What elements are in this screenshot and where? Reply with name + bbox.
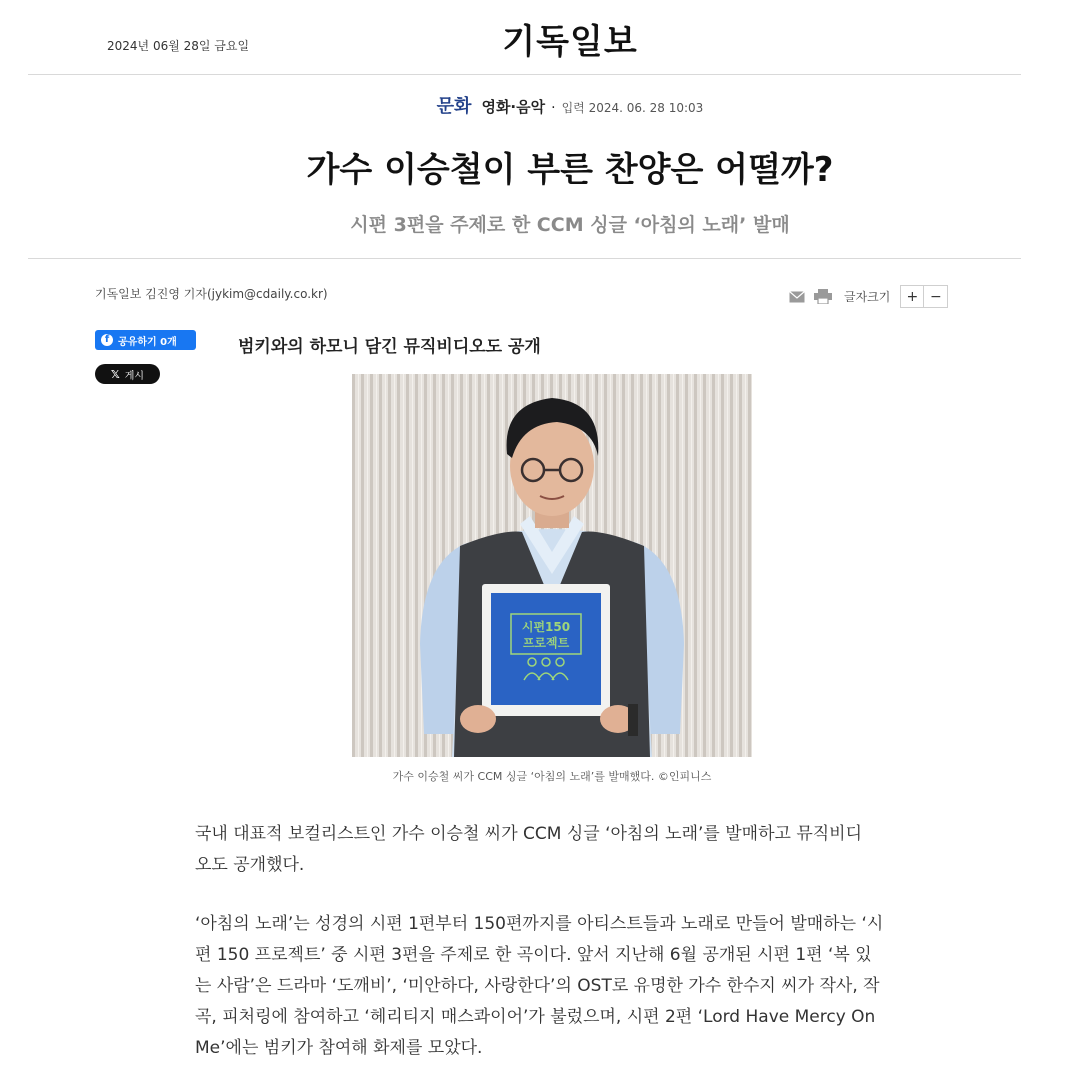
article-intro: 범키와의 하모니 담긴 뮤직비디오도 공개 (238, 337, 541, 357)
category-link[interactable]: 문화 (436, 96, 472, 117)
x-icon: 𝕏 (110, 367, 120, 381)
article-photo (352, 374, 752, 757)
author-byline: 기독일보 김진영 기자(jykim@cdaily.co.kr) (95, 287, 328, 301)
paragraph-line: 편 150 프로젝트’ 중 시편 3편을 주제로 한 곡이다. 앞서 지난해 6월 공개된 시편 1편 ‘복 있 (195, 945, 872, 965)
paragraph-line: Me’에는 범키가 참여해 화제를 모았다. (195, 1038, 483, 1058)
publish-date: 입력 2024. 06. 28 10:03 (561, 101, 704, 115)
print-icon[interactable] (814, 290, 832, 304)
font-decrease-button[interactable]: − (924, 285, 948, 308)
article-paragraph-1 (195, 819, 915, 881)
article-tools (788, 285, 948, 308)
article-subheadline: 시편 3편을 주제로 한 CCM 싱글 ‘아침의 노래’ 발매 (350, 214, 790, 236)
paragraph-line: 오도 공개했다. (195, 855, 305, 875)
paragraph-line: 국내 대표적 보컬리스트인 가수 이승철 씨가 CCM 싱글 ‘아침의 노래’를 발매하고 뮤직비디 (195, 824, 863, 844)
article-meta (0, 92, 1079, 118)
mail-icon[interactable] (788, 290, 806, 304)
photo-caption: 가수 이승철 씨가 CCM 싱글 ‘아침의 노래’를 발매했다. ©인피니스 (392, 770, 712, 783)
board-line1: 시편150 (521, 620, 571, 634)
x-post-button[interactable] (95, 364, 160, 384)
header-divider (28, 74, 1021, 75)
board-line2: 프로젝트 (522, 636, 570, 650)
font-size-label: 글자크기 (844, 290, 891, 304)
paragraph-line: 곡, 피처링에 참여하고 ‘헤리티지 매스콰이어’가 불렀으며, 시편 2편 ‘Lord Have Mercy On (195, 1007, 876, 1027)
site-logo[interactable]: 기독일보 (502, 22, 638, 62)
facebook-share-button[interactable] (95, 330, 196, 350)
subcategory-link[interactable]: 영화·음악 (481, 98, 546, 116)
meta-separator: · (551, 100, 556, 116)
article-paragraph-2 (195, 909, 915, 1064)
header-date: 2024년 06월 28일 금요일 (107, 39, 250, 53)
facebook-share-label: 공유하기 0개 (118, 336, 177, 348)
title-divider (28, 258, 1021, 259)
facebook-icon: f (101, 334, 113, 346)
paragraph-line: ‘아침의 노래’는 성경의 시편 1편부터 150편까지를 아티스트들과 노래로 만들어 발매하는 ‘시 (195, 914, 884, 934)
font-increase-button[interactable]: + (900, 285, 924, 308)
article-headline: 가수 이승철이 부른 찬양은 어떨까? (306, 150, 834, 190)
paragraph-line: 는 사람’은 드라마 ‘도깨비’, ‘미안하다, 사랑한다’의 OST로 유명한 가수 한수지 씨가 작사, 작 (195, 976, 880, 996)
x-post-label: 게시 (124, 370, 145, 382)
